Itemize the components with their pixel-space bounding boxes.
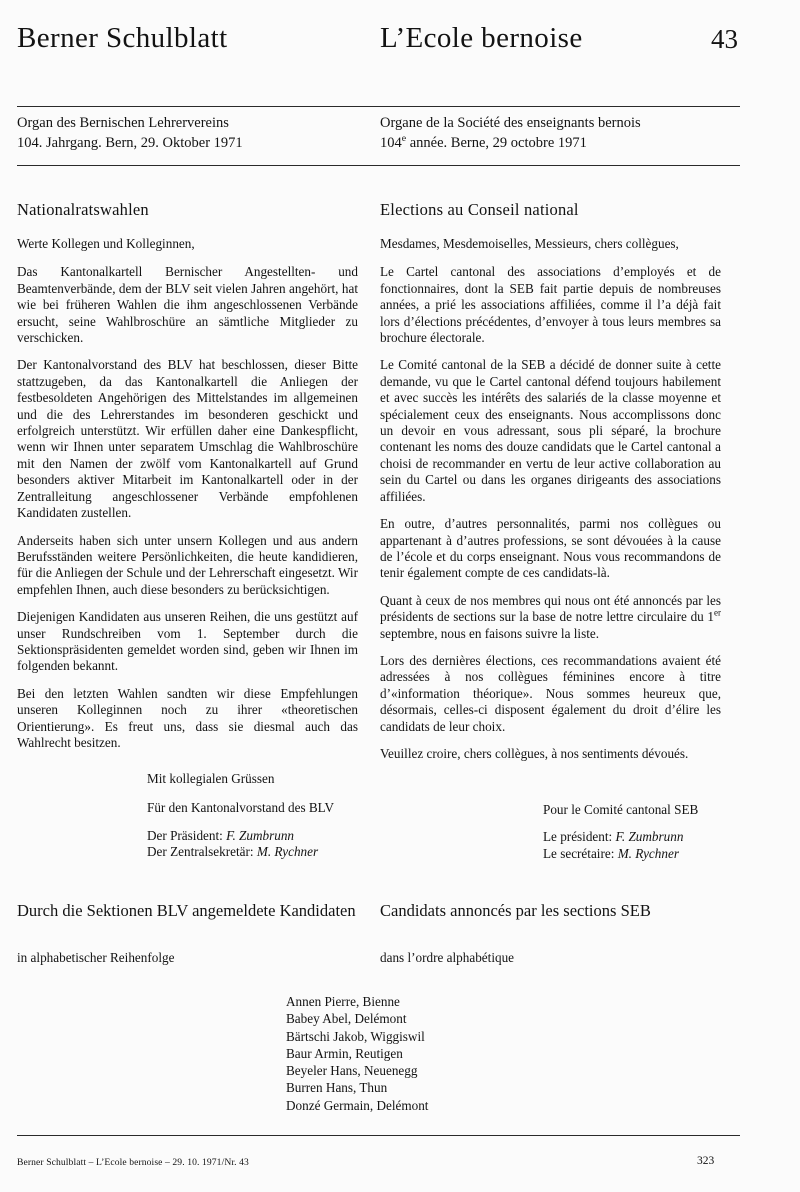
rule-above-footer [17,1135,740,1136]
paragraph-german-2: Der Kantonalvorstand des BLV hat beschlossen, dieser Bitte stattzugeben, da das Kantonalkartell die Anliegen der festbesoldeten Angehörigen des Mittelstandes im allgemeinen und die des Lehrerstandes im besonderen geschickt und erfolgreich unterstützt. Wir erfüllen daher eine Dankespflicht, wenn wir Ihnen unter separatem Umschlag die Wahlbroschüre mit den Namen der zwölf vom Kantonalkartell auf Grund besonders aktiver Mitarbeit im Kantonalkartell oder in der Zentralleitung angeschlossener Verbände empfohlenen Kandidaten zustellen. [17,357,358,521]
subhead-band [17,113,740,161]
list-item: Bärtschi Jakob, Wiggiswil [286,1028,425,1044]
candidates-heading-french: Candidats annoncés par les sections SEB [380,901,651,920]
paragraph-french-3: En outre, d’autres personnalités, parmi nos collègues ou appartenant à d’autres professions, se sont dévouées à la cause de l’école et du corps enseignant. Nous vous recommandons de tenir également compte de ces candidats-là. [380,516,721,581]
subhead-french-date: année. Berne, 29 octobre 1971 [406,135,587,151]
subhead-german [17,113,362,153]
list-item: Babey Abel, Delémont [286,1011,407,1027]
footer-page-number: 323 [697,1155,715,1167]
signature-president-label-french: Le président: [543,829,616,845]
signature-organisation-german: Für den Kantonalvorstand des BLV [147,800,335,816]
article-title-german: Nationalratswahlen [17,200,149,219]
signature-block-french [543,802,753,862]
paragraph-french-4-pre: Quant à ceux de nos membres qui nous ont été annoncés par les présidents de sections sur la base de notre lettre circulaire du 1 [380,592,721,625]
candidates-heading-german: Durch die Sektionen BLV angemeldete Kandidaten [17,901,356,920]
list-item: Beyeler Hans, Neuenegg [286,1063,418,1079]
candidates-subtitle-french: dans l’ordre alphabétique [380,950,515,965]
paragraph-french-1: Le Cartel cantonal des associations d’employés et de fonctionnaires, dont la SEB fait partie depuis de nombreuses années, a prié les associations affiliées, comme il l’a déjà fait lors d’élections précédentes, d’envoyer à tous leurs membres sa brochure électorale. [380,264,721,346]
paragraph-german-5: Bei den letzten Wahlen sandten wir diese Empfehlungen unseren Kolleginnen noch zu ihrer «theoretischen Orientierung». Es freut uns, dass sie diesmal auch das Wahlrecht besitzen. [17,685,358,750]
list-item: Burren Hans, Thun [286,1080,388,1096]
paragraph-french-5: Lors des dernières élections, ces recommandations avaient été adressées à nos collègues féminines encore à titre d’«information théorique». Nous sommes heureux que, désormais, celles-ci disposent également du droit d’élire les candidats de leur choix. [380,652,721,734]
subhead-french-year: 104 [380,135,402,151]
subhead-french-ordinal-suffix: e [401,133,407,145]
paragraph-french-6: Veuillez croire, chers collègues, à nos sentiments dévoués. [380,745,689,761]
subhead-french-line2 [380,133,740,153]
paragraph-french-4-post: septembre, nous en faisons suivre la liste. [380,625,600,641]
signature-secretary-label-french: Le secrétaire: [543,845,618,861]
masthead-title-german: Berner Schulblatt [17,22,228,54]
paragraph-french-2: Le Comité cantonal de la SEB a décidé de donner suite à cette demande, vu que le Cartel cantonal défend toujours habilement et avec succès les intérêts des salariés de la classe moyenne et spécialement ceux des enseignants. Nous accomplissons donc un devoir en vous adressant, sous pli séparé, la brochure contenant les noms des douze candidats que le Cartel cantonal a choisi de recommander en vertu de leur active collaboration au sein du Cartel ou dans les organes dirigeants des associations affiliées. [380,357,721,504]
signature-president-name-german: F. Zumbrunn [226,827,295,843]
article-column-french [380,200,721,762]
signature-closing-german: Mit kollegialen Grüssen [147,771,275,786]
paragraph-french-4 [380,593,721,642]
signature-secretary-label-german: Der Zentralsekretär: [147,844,257,860]
list-item: Annen Pierre, Bienne [286,994,400,1009]
footer-citation: Berner Schulblatt – L’Ecole bernoise – 29. 10. 1971/Nr. 43 [17,1157,249,1168]
signature-block-german [147,771,407,861]
article-column-german [17,200,358,751]
paragraph-german-3: Anderseits haben sich unter unsern Kollegen und aus andern Berufsständen weitere Persönlichkeiten, die heute kandidieren, für die Anliegen der Schule und der Lehrerschaft eingesetzt. Wir empfehlen Ihnen, auch diese besonders zu berücksichtigen. [17,532,358,597]
signature-president-german [147,828,407,844]
signature-secretary-french [543,846,753,862]
salutation-german: Werte Kollegen und Kolleginnen, [17,236,195,251]
signature-president-label-german: Der Präsident: [147,827,227,843]
signature-secretary-name-german: M. Rychner [256,844,319,860]
list-item: Donzé Germain, Delémont [286,1097,429,1113]
subhead-french [380,113,740,153]
signature-president-french [543,829,753,845]
issue-number: 43 [711,24,738,54]
subhead-german-line2: 104. Jahrgang. Bern, 29. Oktober 1971 [17,135,243,151]
salutation-french: Mesdames, Mesdemoiselles, Messieurs, chers collègues, [380,236,679,251]
paragraph-german-1: Das Kantonalkartell Bernischer Angestellten- und Beamtenverbände, dem der BLV seit vielen Jahren angehört, hat wie bei früheren Wahlen die ihm angeschlossenen Verbände ersucht, seine Wahlbroschüre an sämtliche Mitglieder zu verschicken. [17,264,358,346]
paragraph-german-4: Diejenigen Kandidaten aus unseren Reihen, die uns gestützt auf unser Rundschreiben vom 1. September durch die Sektionspräsidenten gemeldet worden sind, geben wir Ihnen im folgenden bekannt. [17,609,358,674]
candidates-list [286,993,586,1114]
list-item: Baur Armin, Reutigen [286,1045,403,1061]
article-title-french: Elections au Conseil national [380,200,579,219]
subhead-french-line1: Organe de la Société des enseignants bernois [380,115,641,131]
signature-secretary-german [147,844,407,860]
masthead [17,22,740,84]
candidates-subtitle-german: in alphabetischer Reihenfolge [17,950,175,965]
signature-secretary-name-french: M. Rychner [617,845,679,861]
masthead-title-french: L’Ecole bernoise [380,22,583,54]
paragraph-french-4-ordinal: er [714,607,721,618]
subhead-german-line1: Organ des Bernischen Lehrervereins [17,115,229,131]
rule-below-subhead [17,165,740,166]
signature-president-name-french: F. Zumbrunn [615,829,684,845]
rule-above-subhead [17,106,740,107]
signature-organisation-french: Pour le Comité cantonal SEB [543,802,699,817]
